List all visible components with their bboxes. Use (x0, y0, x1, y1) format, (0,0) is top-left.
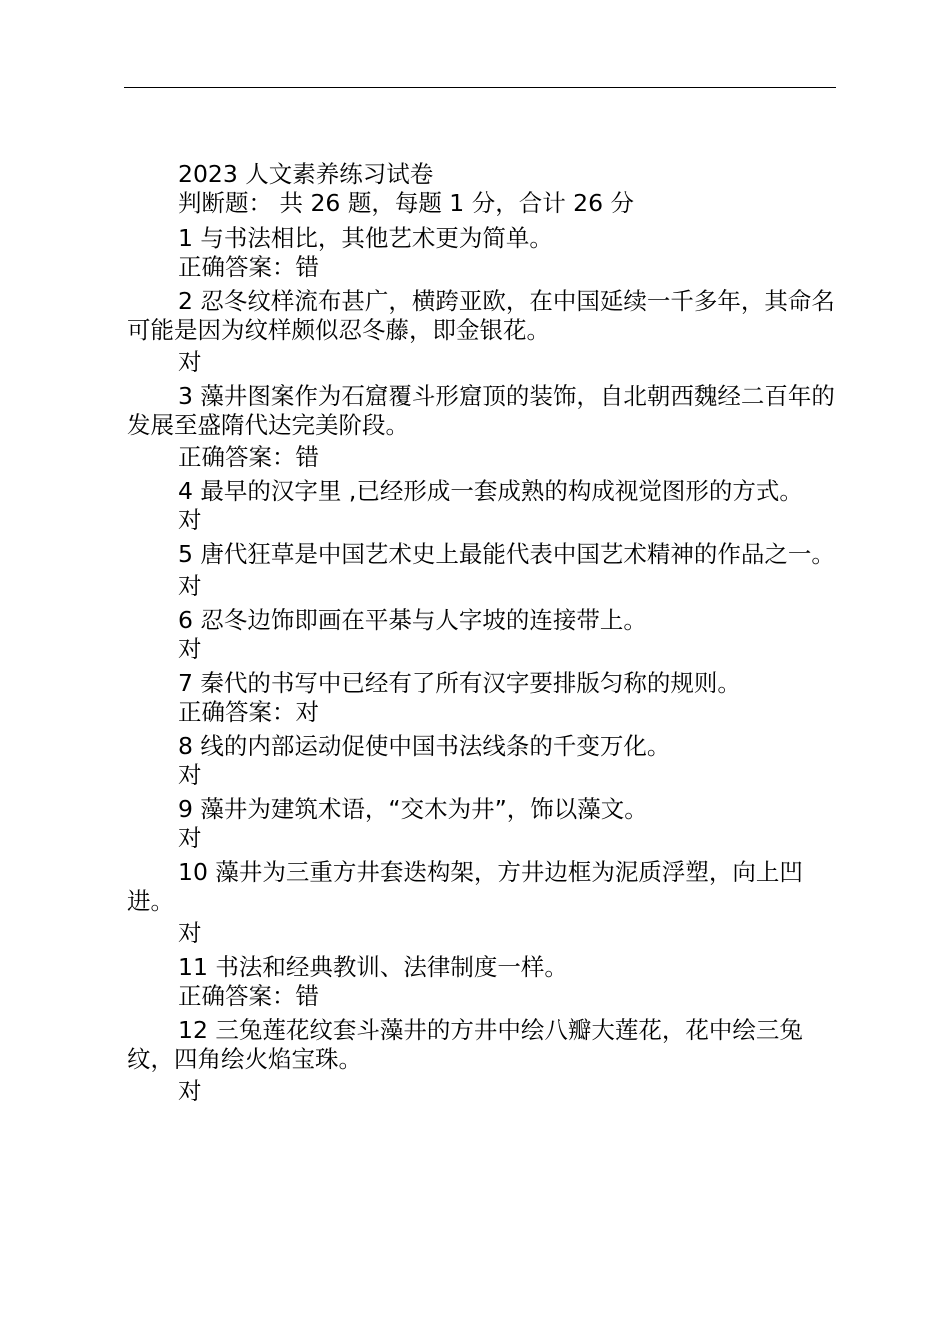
answer-3: 正确答案：错 (178, 443, 319, 471)
answer-11: 正确答案：错 (178, 982, 319, 1010)
answer-8: 对 (178, 761, 202, 789)
answer-1: 正确答案：错 (178, 253, 319, 281)
question-11: 11 书法和经典教训、法律制度一样。 (178, 953, 568, 981)
answer-10: 对 (178, 919, 202, 947)
question-2: 2 忍冬纹样流布甚广，横跨亚欧，在中国延续一千多年，其命名可能是因为纹样颇似忍冬藤，即金银花。 (127, 287, 835, 344)
question-12: 12 三兔莲花纹套斗藻井的方井中绘八瓣大莲花，花中绘三兔纹，四角绘火焰宝珠。 (127, 1016, 803, 1073)
answer-2: 对 (178, 348, 202, 376)
question-4: 4 最早的汉字里 ,已经形成一套成熟的构成视觉图形的方式。 (178, 477, 803, 505)
question-1: 1 与书法相比，其他艺术更为简单。 (178, 224, 553, 252)
question-7: 7 秦代的书写中已经有了所有汉字要排版匀称的规则。 (178, 669, 741, 697)
question-9: 9 藻井为建筑术语，“交木为井”，饰以藻文。 (178, 795, 648, 823)
answer-12: 对 (178, 1077, 202, 1105)
section-heading: 判断题： 共 26 题，每题 1 分，合计 26 分 (178, 189, 635, 217)
question-8: 8 线的内部运动促使中国书法线条的千变万化。 (178, 732, 671, 760)
question-6: 6 忍冬边饰即画在平棊与人字坡的连接带上。 (178, 606, 647, 634)
answer-9: 对 (178, 824, 202, 852)
header-rule (124, 87, 836, 88)
answer-6: 对 (178, 635, 202, 663)
answer-4: 对 (178, 506, 202, 534)
document-body (127, 160, 839, 1106)
question-10: 10 藻井为三重方井套迭构架，方井边框为泥质浮塑，向上凹进。 (127, 858, 803, 915)
question-3: 3 藻井图案作为石窟覆斗形窟顶的装饰，自北朝西魏经二百年的发展至盛隋代达完美阶段。 (127, 382, 835, 439)
question-5: 5 唐代狂草是中国艺术史上最能代表中国艺术精神的作品之一。 (178, 540, 835, 568)
exam-title: 2023 人文素养练习试卷 (178, 160, 434, 188)
answer-7: 正确答案：对 (178, 698, 319, 726)
answer-5: 对 (178, 572, 202, 600)
